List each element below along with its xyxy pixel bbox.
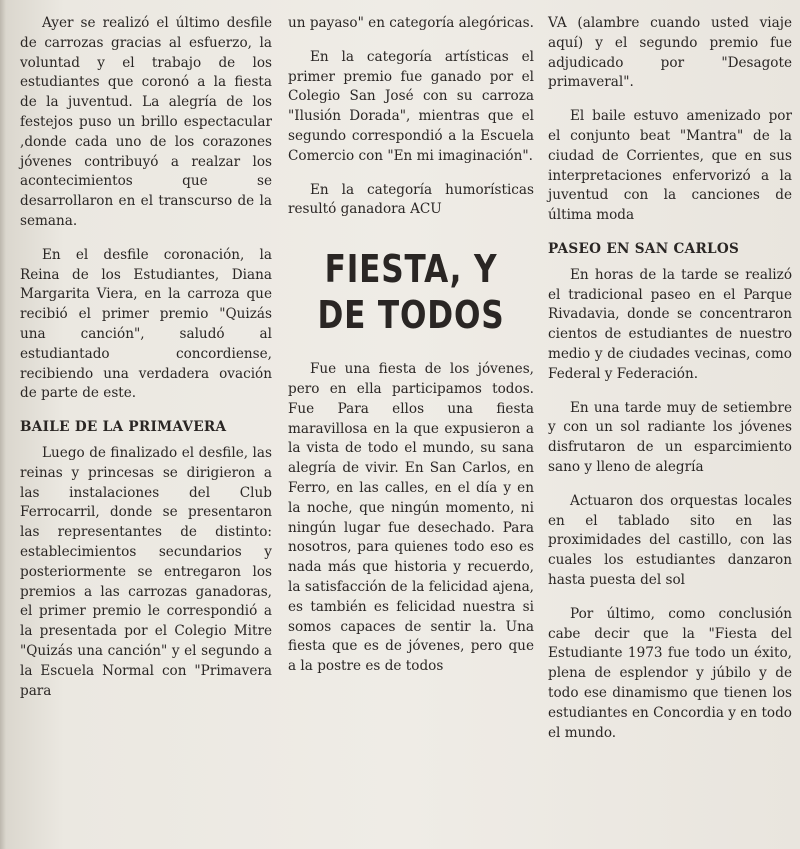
paragraph: Actuaron dos orquestas locales en el tablado sito en las proximidades del castillo, con las cuales los estudiantes danzaron hasta puesta del sol	[548, 492, 792, 588]
paragraph: En horas de la tarde se realizó el tradicional paseo en el Parque Rivadavia, donde se concentraron cientos de estudiantes de nuestro medio y de ciudades vecinas, como Federal y Federación.	[548, 266, 792, 382]
paragraph: El baile estuvo amenizado por el conjunto beat "Mantra" de la ciudad de Corrientes, que en sus interpretaciones enfervorizó a la juventud con la canciones de última moda	[548, 108, 792, 224]
paragraph: En la categoría humorísticas resultó ganadora ACU	[288, 181, 534, 218]
article-column-1	[20, 14, 272, 715]
paragraph: VA (alambre cuando usted viaje aquí) y el segundo premio fue adjudicado por "Desagote primaveral".	[548, 15, 792, 91]
headline-line: DE TODOS	[317, 293, 505, 338]
page-edge-shadow	[0, 0, 6, 849]
paragraph: un payaso" en categoría alegóricas.	[288, 15, 534, 31]
paragraph: Ayer se realizó el último desfile de carrozas gracias al esfuerzo, la voluntad y el trabajo de los estudiantes que coronó a la fiesta de la juventud. La alegría de los festejos puso un brillo espectacular ,donde cada uno de los corazones jóvenes contribuyó a realzar los acontecimientos que se desarrollaron en el transcurso de la semana.	[20, 15, 272, 229]
headline-line: FIESTA, Y	[324, 247, 498, 292]
paragraph: Luego de finalizado el desfile, las reinas y princesas se dirigieron a las instalaciones del Club Ferrocarril, donde se presentaron las representantes de distinto: establecimientos secundarios y posteriormente se entregaron los premios a las carrozas ganadoras, el primer premio le correspondió a la presentada por el Colegio Mitre "Quizás una canción" y el segundo a la Escuela Normal con "Primavera para	[20, 444, 272, 699]
section-subhead: PASEO EN SAN CARLOS	[548, 240, 740, 257]
paragraph: Fue una fiesta de los jóvenes, pero en ella participamos todos. Fue Para ellos una fiesta maravillosa en la que expusieron a la vista de todo el mundo, su sana alegría de vivir. En San Carlos, en Ferro, en las calles, en el día y en la noche, que ningún momento, ni ningún lugar fue desechado. Para nosotros, para quienes todo eso es nada más que historia y recuerdo, la satisfacción de la felicidad ajena, es también es felicidad nuestra si somos capaces de sentir la. Una fiesta que es de jóvenes, pero que a la postre es de todos	[288, 361, 534, 675]
article-column-3	[548, 14, 792, 757]
paragraph: En una tarde muy de setiembre y con un sol radiante los jóvenes disfrutaron de un esparcimiento sano y lleno de alegría	[548, 399, 792, 475]
paragraph: En el desfile coronación, la Reina de los Estudiantes, Diana Margarita Viera, en la carroza que recibió el primer premio "Quizás una canción", saludó al estudiantado concordiense, recibiendo una verdadera ovación de parte de este.	[20, 246, 272, 402]
paragraph: En la categoría artísticas el primer premio fue ganado por el Colegio San José con su carroza "Ilusión Dorada", mientras que el segundo correspondió a la Escuela Comercio con "En mi imaginación".	[288, 48, 534, 164]
article-column-2	[288, 14, 534, 691]
paragraph: Por último, como conclusión cabe decir que la "Fiesta del Estudiante 1973 fue todo un éxito, plena de esplendor y júbilo y de todo ese dinamismo que tienen los estudiantes en Concordia y en todo el mundo.	[548, 605, 792, 741]
headline	[310, 246, 512, 338]
section-subhead: BAILE DE LA PRIMAVERA	[20, 419, 227, 436]
